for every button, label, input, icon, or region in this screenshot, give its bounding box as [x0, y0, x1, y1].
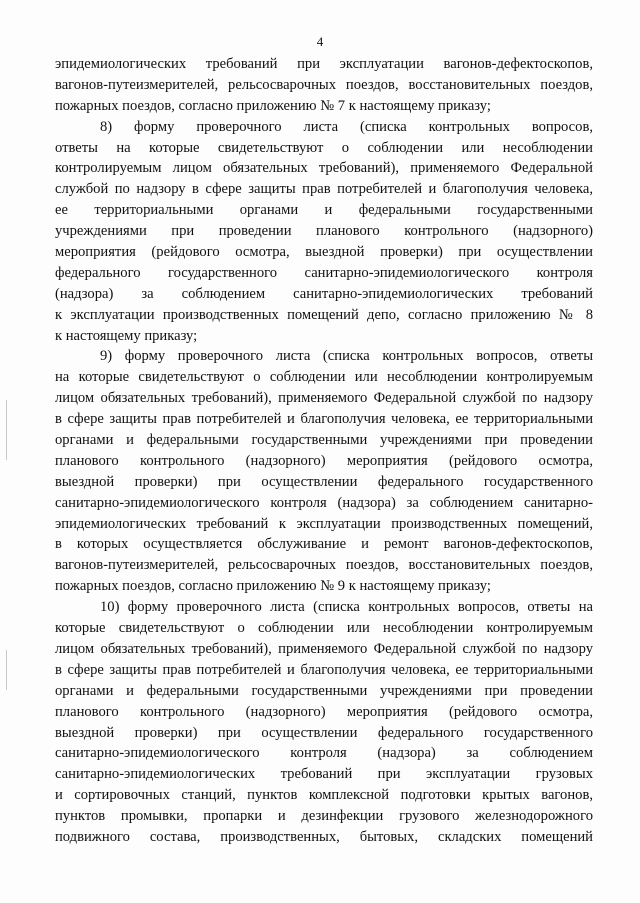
text-line: и сортировочных станций, пунктов комплексной подготовки крытых вагонов, — [55, 787, 593, 804]
text-line: 9) форму проверочного листа (списка контрольных вопросов, ответы — [100, 348, 593, 365]
text-line: лицом обязательных требований), применяемого Федеральной службой по надзору — [55, 390, 593, 407]
text-line: пожарных поездов, согласно приложению № 9 к настоящему приказу; — [55, 578, 491, 595]
text-line: планового контрольного (надзорного) мероприятия (рейдового осмотра, — [55, 703, 593, 720]
text-line: вагонов-путеизмерителей, рельсосварочных поездов, восстановительных поездов, — [55, 76, 593, 93]
text-line: 8) форму проверочного листа (списка контрольных вопросов, — [100, 118, 593, 135]
text-line: к эксплуатации производственных помещений депо, согласно приложению № 8 — [55, 306, 593, 323]
text-line: эпидемиологических требований к эксплуатации производственных помещений, — [55, 515, 593, 532]
text-line: планового контрольного (надзорного) мероприятия (рейдового осмотра, — [55, 452, 593, 469]
text-line: санитарно-эпидемиологического контроля (надзора) за соблюдением — [55, 745, 593, 762]
scan-margin-mark — [6, 400, 7, 460]
text-line: в которых осуществляется обслуживание и ремонт вагонов-дефектоскопов, — [55, 536, 593, 553]
text-line: лицом обязательных требований), применяемого Федеральной службой по надзору — [55, 640, 593, 657]
text-line: на которые свидетельствуют о соблюдении или несоблюдении контролируемым — [55, 369, 593, 386]
scan-margin-mark — [6, 650, 7, 690]
text-line: которые свидетельствуют о соблюдении или несоблюдении контролируемым — [55, 620, 593, 637]
text-line: пожарных поездов, согласно приложению № 7 к настоящему приказу; — [55, 97, 491, 114]
text-line: мероприятия (рейдового осмотра, выездной проверки) при осуществлении — [55, 244, 593, 261]
text-line: санитарно-эпидемиологических требований при эксплуатации грузовых — [55, 766, 593, 783]
text-line: санитарно-эпидемиологического контроля (надзора) за соблюдением санитарно- — [55, 494, 593, 511]
text-line: 10) форму проверочного листа (списка контрольных вопросов, ответы на — [100, 599, 593, 616]
document-body — [55, 54, 593, 848]
text-line: к настоящему приказу; — [55, 327, 198, 344]
text-line: вагонов-путеизмерителей, рельсосварочных поездов, восстановительных поездов, — [55, 557, 593, 574]
text-line: в сфере защиты прав потребителей и благополучия человека, ее территориальными — [55, 411, 593, 428]
text-line: службой по надзору в сфере защиты прав потребителей и благополучия человека, — [55, 181, 593, 198]
text-line: органами и федеральными государственными учреждениями при проведении — [55, 432, 593, 449]
text-line: ответы на которые свидетельствуют о соблюдении или несоблюдении — [55, 139, 593, 156]
text-line: выездной проверки) при осуществлении федерального государственного — [55, 724, 593, 741]
text-line: учреждениями при проведении планового контрольного (надзорного) — [55, 223, 593, 240]
text-line: ее территориальными органами и федеральными государственными — [55, 202, 593, 219]
text-line: контролируемым лицом обязательных требований), применяемого Федеральной — [55, 160, 593, 177]
text-line: федерального государственного санитарно-эпидемиологического контроля — [55, 264, 593, 281]
text-line: пунктов промывки, пропарки и дезинфекции грузового железнодорожного — [55, 808, 593, 825]
text-line: эпидемиологических требований при эксплуатации вагонов-дефектоскопов, — [55, 56, 593, 72]
text-line: (надзора) за соблюдением санитарно-эпидемиологических требований — [55, 285, 593, 302]
text-line: подвижного состава, производственных, бытовых, складских помещений — [55, 828, 593, 845]
text-line: органами и федеральными государственными учреждениями при проведении — [55, 682, 593, 699]
text-line: в сфере защиты прав потребителей и благополучия человека, ее территориальными — [55, 661, 593, 678]
text-line: выездной проверки) при осуществлении федерального государственного — [55, 473, 593, 490]
page-number: 4 — [316, 34, 324, 49]
